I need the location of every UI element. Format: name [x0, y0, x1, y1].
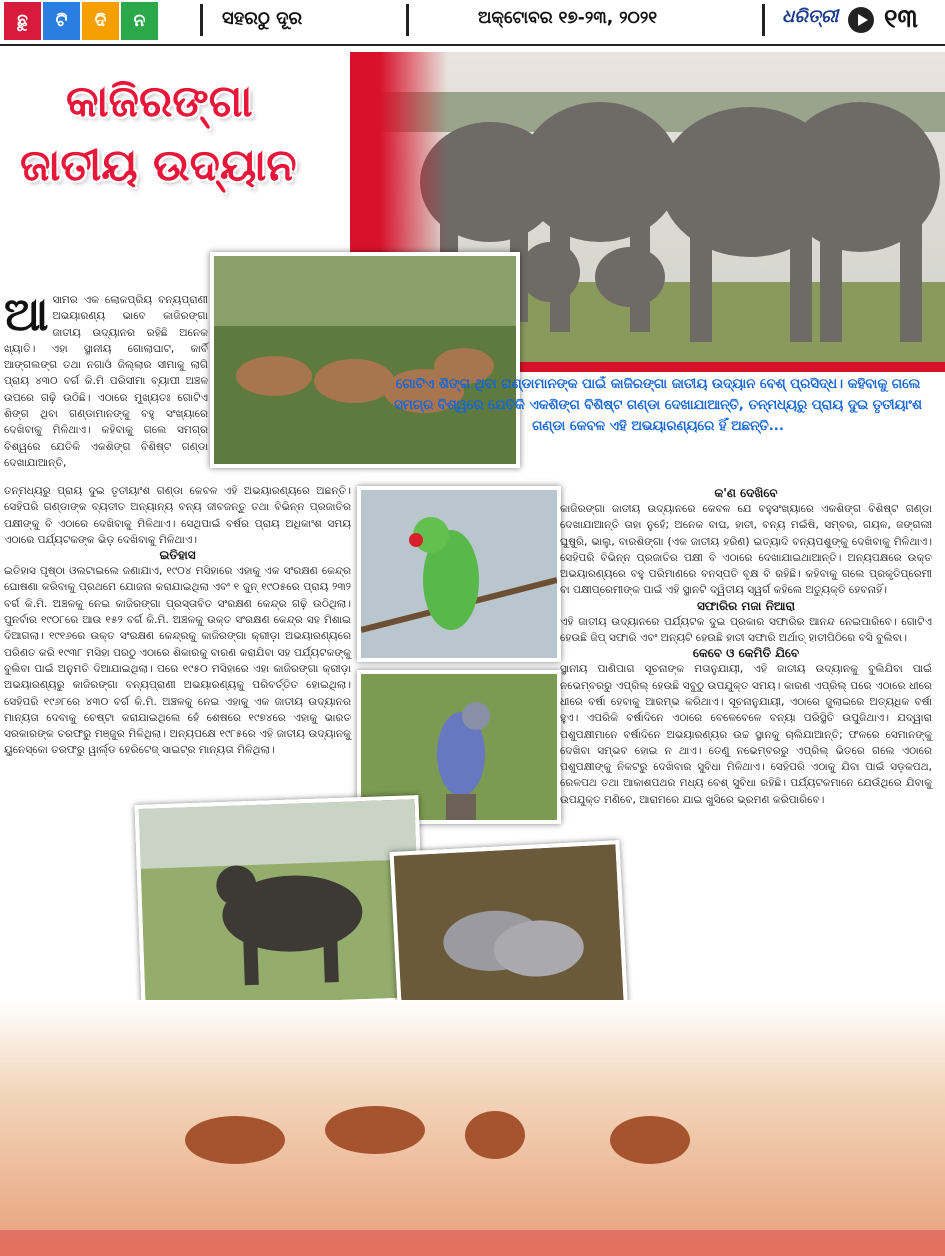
divider [762, 4, 765, 36]
photo-caption: ଗୋଟିଏ ଶିଙ୍ଗ ଥିବା ଗଣ୍ଡାମାନଙ୍କ ପାଇଁ କାଜିରଙ୍ଗା ଜାତୀୟ ଉଦ୍ୟାନ ବେଶ୍ ପ୍ରସିଦ୍ଧ। କହିବାକୁ ଗଲେ ସମଗ୍ର ବିଶ୍ୱରେ ଯେତିକି ଏକଶିଙ୍ଗ ବିଶିଷ୍ଟ ଗଣ୍ଡା ଦେଖାଯାଆନ୍ତି, ତନ୍ମଧ୍ୟରୁ ପ୍ରାୟ ଦୁଇ ତୃତୀୟାଂଶ ଗଣ୍ଡା କେବଳ ଏହି ଅଭୟାରଣ୍ୟରେ ହିଁ ଅଛନ୍ତି... [394, 377, 922, 434]
logo-letter: ନ [121, 2, 158, 40]
brand-logo: ଧରିତ୍ରୀ [782, 6, 839, 27]
what-to-see-text: କାଜିରଙ୍ଗା ଜାତୀୟ ଉଦ୍ୟାନରେ କେବଳ ଯେ ବହୁସଂଖ୍ୟାରେ ଏକଶିଙ୍ଗ ବିଶିଷ୍ଟ ଗଣ୍ଡା ଦେଖାଯାଆନ୍ତି ତାହା ନୁହେଁ; ଅନେକ ବାଘ, ହାତୀ, ବନ୍ୟ ମଇଁଷି, ସମ୍ବର, ଗୟଳ, ଜଙ୍ଗଲୀ ଘୁଷୁରି, ଭାଲୁ, ବାରଶିଙ୍ଗା (ଏକ ଜାତୀୟ ହରିଣ) ଇତ୍ୟାଦି ବନ୍ୟପଶୁଙ୍କୁ ଦେଖିବାକୁ ମିଳିଥାଏ। ସେହିପରି ବିଭିନ୍ନ ପ୍ରଜାତିର ପକ୍ଷୀ ବି ଏଠାରେ ଦେଖାଯାଇଥାଆନ୍ତି। ଅନ୍ୟପକ୍ଷରେ ଉକ୍ତ ଅଭୟାରଣ୍ୟରେ ବହୁ ପରିମାଣରେ ବନସ୍ପତି ବୃକ୍ଷ ବି ରହିଛି। କହିବାକୁ ଗଲେ ପ୍ରକୃତିପ୍ରେମୀ ବା ପକ୍ଷୀପ୍ରେମୀଙ୍କ ପାଇଁ ଏହି ସ୍ଥାନଟି ଦ୍ୱିତୀୟ ସ୍ୱର୍ଗ କହିଲେ ଅତ୍ୟୁକ୍ତି ହେବନାହିଁ। [560, 503, 932, 597]
logo-letter: ଟି [43, 2, 80, 40]
issue-date: ଅକ୍ଟୋବର ୧୭-୨୩, ୨୦୨୧ [478, 8, 658, 28]
intro-continued: ତନ୍ମଧ୍ୟରୁ ପ୍ରାୟ ଦୁଇ ତୃତୀୟାଂଶ ଗଣ୍ଡା କେବଳ ଏହି ଅଭୟାରଣ୍ୟରେ ଅଛନ୍ତି। ସେହିପରି ଗଣ୍ଡାଙ୍କ ବ୍ୟତୀତ ଅନ୍ୟାନ୍ୟ ବନ୍ୟ ଜୀବଜନ୍ତୁ ତଥା ବିଭିନ୍ନ ପ୍ରଜାତିର ପକ୍ଷୀଙ୍କୁ ବି ଏଠାରେ ଦେଖିବାକୁ ମିଳିଥାଏ। ସେଥିପାଇଁ ବର୍ଷର ପ୍ରାୟ ଅଧିକାଂଶ ସମୟ ଏଠାରେ ପର୍ଯ୍ୟଟକଙ୍କ ଭିଡ଼ ଦେଖିବାକୁ ମିଳିଥାଏ। [4, 485, 351, 546]
section-logo [4, 2, 158, 40]
when-how-text: ସ୍ଥାନୀୟ ପାଣିପାଗ ସୂଚନାଙ୍କ ମତାନୁଯାୟୀ, ଏହି ଜାତୀୟ ଉଦ୍ୟାନକୁ ବୁଲିଯିବା ପାଇଁ ନଭେମ୍ବରରୁ ଏପ୍ରିଲ୍ ହେଉଛି ସବୁଠୁ ଉପଯୁକ୍ତ ସମୟ। କାରଣ ଏପ୍ରିଲ୍ ପରେ ଏଠାରେ ଧୀରେ ଧୀରେ ବର୍ଷା ହେବାକୁ ଆରମ୍ଭ କରିଥାଏ। ସୂଚନାନୁଯାୟୀ, ଏଠାରେ ଜୁଲାଇରେ ଅତ୍ୟଧିକ ବର୍ଷା ହୁଏ। ଏପରିକି ବର୍ଷାଦିନେ ଏଠାରେ ବେଳେବେଳେ ବନ୍ୟା ପରିସ୍ଥିତି ଉପୁଜିଥାଏ। ଯଦ୍ୱାରା ପଶୁପକ୍ଷୀମାନେ ବର୍ଷାଦିନେ ଅଭୟାରଣ୍ୟର ଉଚ୍ଚ ସ୍ଥାନକୁ ଚାଲିଯାଆନ୍ତି; ଫଳରେ ସେମାନଙ୍କୁ ଦେଖିବା ସମ୍ଭବ ହୋଇ ନ ଥାଏ। ତେଣୁ ନଭେମ୍ବରରୁ ଏପ୍ରିଲ୍ ଭିତରେ ଗଲେ ଏଠାରେ ପଶୁପକ୍ଷୀଙ୍କୁ ନିକଟରୁ ଦେଖିବାର ସୁବିଧା ମିଳିଥାଏ। ସେହିପରି ଏଠାକୁ ଯିବା ପାଇଁ ସଡ଼କପଥ, ରେଳପଥ ତଥା ଆକାଶପଥର ମଧ୍ୟ ବେଶ୍ ସୁବିଧା ରହିଛି। ପର୍ଯ୍ୟଟକମାନେ ଯେଉଁଥିରେ ଯିବାକୁ ଉପଯୁକ୍ତ ମଣିବେ, ଆରାମରେ ଯାଇ ଖୁସିରେ ଭ୍ରମଣ କରିପାରିବେ। [560, 663, 932, 806]
buffalo-photo [134, 795, 425, 1011]
deer-in-water-photo [0, 1000, 945, 1256]
right-column [560, 486, 932, 808]
divider [200, 4, 203, 36]
logo-letter: ଦି [82, 2, 119, 40]
logo-letter: ଛୁ [4, 2, 41, 40]
history-text: ଇତିହାସ ପୃଷ୍ଠା ଓଲଟାଇଲେ ଜଣାଯାଏ, ୧୯୦୪ ମସିହାରେ ଏହାକୁ ଏକ ସଂରକ୍ଷଣ କେନ୍ଦ୍ର ଘୋଷଣା କରିବାକୁ ପ୍ରଥମେ ଯୋଜନା କରାଯାଇଥିଲା ଏବଂ ୧ ଜୁନ୍ ୧୯୦୫ରେ ପ୍ରାୟ ୨୩୨ ବର୍ଗ କି.ମି. ଅଞ୍ଚଳକୁ ନେଇ କାଜିରଙ୍ଗା ପ୍ରସ୍ତାବିତ ସଂରକ୍ଷଣ କେନ୍ଦ୍ର ଗଢ଼ି ଉଠିଥିଲା। ପୁନର୍ବାର ୧୯୦୮ରେ ଆଉ ୧୫୨ ବର୍ଗ କି.ମି. ଅଞ୍ଚଳକୁ ଉକ୍ତ ସଂରକ୍ଷଣ କେନ୍ଦ୍ର ସହ ମିଶାଇ ଦିଆଗଲା। ୧୯୧୬ରେ ଉକ୍ତ ସଂରକ୍ଷଣ କେନ୍ଦ୍ରକୁ କାଜିରଙ୍ଗା କ୍ରୀଡ଼ା ଅଭୟାରଣ୍ୟରେ ପରିଣତ କରି ୧୯୩୮ ମସିହା ପରଠୁ ଏଠାରେ ଶିକାରକୁ ବାରଣ କରାଯିବା ସହ ପର୍ଯ୍ୟଟକଙ୍କୁ ବୁଲିବା ପାଇଁ ଅନୁମତି ଦିଆଯାଇଥିଲା। ପରେ ୧୯୫୦ ମସିହାରେ ଏହା କାଜିରଙ୍ଗା କ୍ରୀଡ଼ା ଅଭୟାରଣ୍ୟରୁ କାଜିରଙ୍ଗା ବନ୍ୟପ୍ରାଣୀ ଅଭୟାରଣ୍ୟକୁ ପରିବର୍ତ୍ତିତ ହୋଇଥିଲା। ସେହିପରି ୧୯୬୮ରେ ୪୩୦ ବର୍ଗ କି.ମି. ଅଞ୍ଚଳକୁ ନେଇ ଏହାକୁ ଏକ ଜାତୀୟ ଉଦ୍ୟାନର ମାନ୍ୟତା ଦେବାକୁ ଚେଷ୍ଟା କରାଯାଇଥିଲେ ହେଁ ଶେଷରେ ୧୯୭୪ରେ ଏହାକୁ ଭାରତ ସରକାରଙ୍କ ତରଫରୁ ମଞ୍ଜୁର ମିଳିଥିଲା। ଅନ୍ୟପକ୍ଷେ ୧୯୮୫ରେ ଏହି ଜାତୀୟ ଉଦ୍ୟାନକୁ ୟୁନେସ୍କୋ ତରଫରୁ ୱାର୍ଲ୍ଡ ହେରିଟେଜ୍ ସାଇଟ୍‌ର ମାନ୍ୟତା ମିଳିଥିଲା। [4, 565, 351, 757]
section-name: ସହରଠୁ ଦୂର [222, 8, 303, 29]
safari-heading: ସଫାରିର ମଜା ନିଆରା [696, 598, 796, 613]
left-column [4, 483, 351, 759]
when-how-heading: କେବେ ଓ କେମିତି ଯିବେ [692, 646, 800, 661]
headline-line-2: ଜାତୀୟ ଉଦ୍ୟାନ [20, 140, 297, 191]
intro-block [4, 287, 208, 471]
history-heading: ଇତିହାସ [159, 548, 196, 563]
intro-text: ସାମର ଏକ ଲୋକପ୍ରିୟ ବନ୍ୟପ୍ରାଣୀ ଅଭୟାରଣ୍ୟ ଭାବେ କାଜିରଙ୍ଗା ଜାତୀୟ ଉଦ୍ୟାନର ରହିଛି ଅନେକ ଖ୍ୟାତି। ଏହା ସ୍ଥାନୀୟ ଗୋଲାଘାଟ, କାର୍ବି ଆଙ୍ଗଲଙ୍ଗ ତଥା ନଗାଓଁ ଜିଲ୍ଲାର ସୀମାକୁ ଲାଗି ପ୍ରାୟ ୪୩୦ ବର୍ଗ କି.ମି ପରିସୀମା ବ୍ୟାପୀ ଅଞ୍ଚଳ ଉପରେ ଗଢ଼ି ଉଠିଛି। ଏଠାରେ ମୁଖ୍ୟତଃ ଗୋଟିଏ ଶିଙ୍ଗ ଥିବା ଗଣ୍ଡାମାନଙ୍କୁ ବହୁ ସଂଖ୍ୟାରେ ଦେଖିବାକୁ ମିଳିଥାଏ। କହିବାକୁ ଗଲେ ସମଗ୍ର ବିଶ୍ୱରେ ଯେତିକି ଏକଶିଙ୍ଗ ବିଶିଷ୍ଟ ଗଣ୍ଡା ଦେଖାଯାଆନ୍ତି, [4, 294, 208, 469]
page-number: ୧୩ [884, 4, 918, 34]
drop-cap: ଆ [4, 287, 49, 341]
headline-line-1: କାଜିରଙ୍ଗା [66, 76, 253, 127]
play-icon [848, 7, 874, 33]
page-header [0, 0, 945, 46]
headline [0, 70, 380, 270]
safari-text: ଏହି ଜାତୀୟ ଉଦ୍ୟାନରେ ପର୍ଯ୍ୟଟକ ଦୁଇ ପ୍ରକାର ସଫାରିର ଆନନ୍ଦ ନେଇପାରିବେ। ଗୋଟିଏ ହେଉଛି ଜିପ୍ ସଫାରି ଏବଂ ଅନ୍ୟଟି ହେଉଛି ହାତୀ ସଫାରି ଅର୍ଥାତ୍ ହାତୀପିଠିରେ ବସି ବୁଲିବା। [560, 615, 932, 645]
what-to-see-heading: କ'ଣ ଦେଖିବେ [714, 486, 778, 500]
divider [406, 4, 409, 36]
parrot-photo [357, 486, 561, 662]
